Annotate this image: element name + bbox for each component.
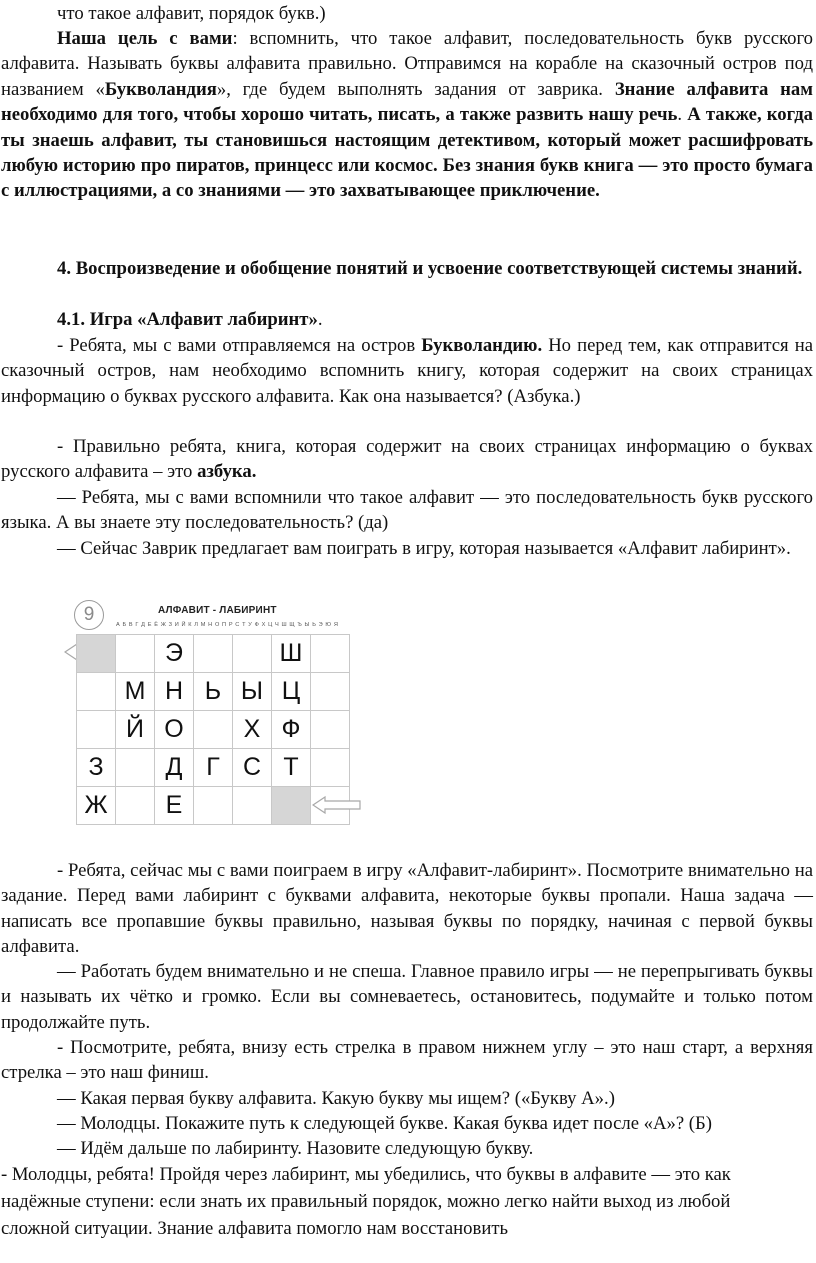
- start-arrow-icon: [312, 795, 362, 815]
- maze-cell-letter: Ь: [194, 673, 233, 711]
- section-4-1-heading: 4.1. Игра «Алфавит лабиринт».: [57, 309, 323, 330]
- maze-cell-letter: Ш: [272, 635, 311, 673]
- maze-title: АЛФАВИТ - ЛАБИРИНТ: [158, 605, 277, 616]
- maze-cell-empty: [194, 787, 233, 825]
- maze-cell-letter: Э: [155, 635, 194, 673]
- goal-paragraph: Наша цель с вами: вспомнить, что такое алфавит, последовательность букв русского алфавита. Называть буквы алфавита правильно. Отправимся на корабле на сказочный остров под названием «Букволандия», где будем выполнять задания от заврика. Знание алфавита нам необходимо для того, чтобы хорошо читать, писать, а также развить нашу речь. А также, когда ты знаешь алфавит, ты становишься настоящим детективом, который может расшифровать любую историю про пиратов, принцесс или космос. Без знания букв книга — это просто бумага с иллюстрациями, а со знаниями — это захватывающее приключение.: [1, 28, 814, 202]
- intro-tail: что такое алфавит, порядок букв.): [57, 3, 326, 24]
- maze-cell-empty: [116, 787, 155, 825]
- maze-cell-letter: З: [77, 749, 116, 787]
- paragraph-game-task: - Ребята, сейчас мы с вами поиграем в игру «Алфавит-лабиринт». Посмотрите внимательно на задание. Перед вами лабиринт с буквами алфавита, некоторые буквы пропали. Наша задача — написать все пропавшие буквы правильно, называя буквы по порядку, начиная с первой буквы алфавита.: [1, 860, 813, 958]
- maze-cell-shaded: [77, 635, 116, 673]
- maze-cell-letter: С: [233, 749, 272, 787]
- maze-cell-letter: Ф: [272, 711, 311, 749]
- maze-cell-letter: Ц: [272, 673, 311, 711]
- maze-cell-shaded: [272, 787, 311, 825]
- paragraph-azbuka: - Правильно ребята, книга, которая содержит на своих страницах информацию о буквах русского алфавита – это азбука.: [1, 436, 813, 483]
- maze-cell-letter: Ы: [233, 673, 272, 711]
- maze-cell-empty: [194, 635, 233, 673]
- paragraph-conclusion: - Молодцы, ребята! Пройдя через лабиринт, мы убедились, что буквы в алфавите — это как надёжные ступени: если знать их правильный порядок, можно легко найти выход из любой сложной ситуации. Знание алфавита помогло нам восстановить: [1, 1164, 731, 1239]
- paragraph-first-letter: — Какая первая букву алфавита. Какую букву мы ищем? («Букву А».): [57, 1088, 615, 1109]
- maze-cell-letter: Т: [272, 749, 311, 787]
- maze-cell-letter: Х: [233, 711, 272, 749]
- paragraph-next-letter: — Молодцы. Покажите путь к следующей букве. Какая буква идет после «А»? (Б): [57, 1113, 712, 1134]
- maze-cell-empty: [311, 673, 350, 711]
- maze-cell-letter: Й: [116, 711, 155, 749]
- paragraph-rules: — Работать будем внимательно и не спеша. Главное правило игры — не перепрыгивать буквы и называть их чётко и громко. Если вы сомневаетесь, остановитесь, подумайте и только потом продолжайте путь.: [1, 961, 813, 1033]
- maze-cell-letter: О: [155, 711, 194, 749]
- maze-cell-empty: [194, 711, 233, 749]
- maze-grid: [76, 634, 350, 825]
- paragraph-start-finish: - Посмотрите, ребята, внизу есть стрелка в правом нижнем углу – это наш старт, а верхняя стрелка – это наш финиш.: [1, 1037, 813, 1084]
- maze-alphabet-strip: А Б В Г Д Е Ё Ж З И Й К Л М Н О П Р С Т У Ф Х Ц Ч Ш Щ Ъ Ы Ь Э Ю Я: [116, 622, 339, 628]
- maze-cell-empty: [116, 635, 155, 673]
- paragraph-sequence: — Ребята, мы с вами вспомнили что такое алфавит — это последовательность букв русского языка. А вы знаете эту последовательность? (да): [1, 487, 813, 534]
- maze-cell-letter: Ж: [77, 787, 116, 825]
- maze-cell-letter: Н: [155, 673, 194, 711]
- maze-cell-empty: [311, 749, 350, 787]
- maze-cell-empty: [77, 673, 116, 711]
- section-4-heading: 4. Воспроизведение и обобщение понятий и усвоение соответствующей системы знаний.: [57, 258, 803, 279]
- paragraph-game-intro: — Сейчас Заврик предлагает вам поиграть в игру, которая называется «Алфавит лабиринт».: [57, 538, 791, 559]
- maze-cell-letter: Г: [194, 749, 233, 787]
- maze-cell-letter: Е: [155, 787, 194, 825]
- maze-cell-letter: Д: [155, 749, 194, 787]
- maze-cell-empty: [233, 787, 272, 825]
- paragraph-continue: — Идём дальше по лабиринту. Назовите следующую букву.: [57, 1138, 534, 1159]
- paragraph-island: - Ребята, мы с вами отправляемся на остров Букволандию. Но перед тем, как отправится на сказочный остров, нам необходимо вспомнить книгу, которая содержит на своих страницах информацию о буквах русского алфавита. Как она называется? (Азбука.): [1, 335, 813, 407]
- maze-cell-empty: [311, 711, 350, 749]
- alphabet-maze-figure: [62, 596, 362, 836]
- maze-cell-empty: [77, 711, 116, 749]
- maze-cell-empty: [116, 749, 155, 787]
- maze-cell-empty: [311, 635, 350, 673]
- maze-cell-empty: [233, 635, 272, 673]
- task-number-badge: 9: [74, 600, 104, 630]
- maze-cell-letter: М: [116, 673, 155, 711]
